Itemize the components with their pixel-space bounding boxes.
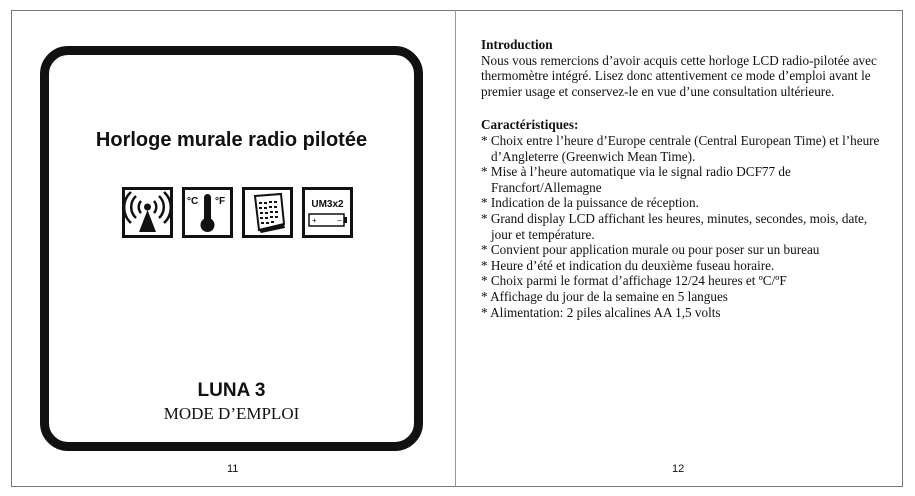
fahrenheit-label: °F — [215, 196, 226, 207]
cover-box — [40, 46, 423, 451]
battery-label: UM3x2 — [311, 199, 344, 210]
features-list — [481, 133, 881, 320]
list-item: * Mise à l’heure automatique via le signal radio DCF77 de Francfort/Allemagne — [481, 164, 791, 195]
svg-text:+: + — [312, 216, 317, 225]
list-item: * Heure d’été et indication du deuxième fuseau horaire. — [481, 257, 775, 273]
intro-text: Nous vous remercions d’avoir acquis cette horloge LCD radio-pilotée avec thermomètre intégré. Lisez donc attentivement ce mode d’emploi avant le premier usage et conservez-le en vue d’une consultation ultérieure. — [481, 52, 877, 99]
list-item: * Grand display LCD affichant les heures, minutes, secondes, mois, date, jour et température. — [481, 210, 868, 242]
page-divider — [455, 10, 456, 487]
manual-subtitle: MODE D’EMPLOI — [163, 404, 300, 423]
list-item: * Indication de la puissance de réception. — [481, 195, 699, 211]
page-number-left: 11 — [227, 463, 239, 475]
intro-heading: Introduction — [481, 37, 553, 52]
features-heading: Caractéristiques: — [481, 117, 579, 133]
thermometer-icon — [182, 187, 233, 238]
list-item: * Convient pour application murale ou pour poser sur un bureau — [481, 242, 820, 258]
page-number-right: 12 — [672, 463, 685, 475]
model-name: LUNA 3 — [197, 380, 266, 401]
radio-signal-icon — [122, 187, 173, 238]
svg-text:−: − — [337, 216, 342, 225]
product-title: Horloge murale radio pilotée — [95, 129, 368, 151]
right-page-content — [481, 37, 881, 320]
list-item: * Choix parmi le format d’affichage 12/24 heures et ºC/ºF — [481, 273, 787, 289]
celsius-label: °C — [187, 196, 199, 207]
list-item: * Alimentation: 2 piles alcalines AA 1,5 volts — [481, 304, 721, 320]
calendar-icon — [242, 187, 293, 238]
battery-icon — [302, 187, 353, 238]
list-item: * Affichage du jour de la semaine en 5 langues — [481, 288, 728, 304]
list-item: * Choix entre l’heure d’Europe centrale (Central European Time) et l’heure d’Angleterre (Greenwich Mean Time). — [481, 132, 880, 164]
feature-icons — [122, 187, 353, 238]
